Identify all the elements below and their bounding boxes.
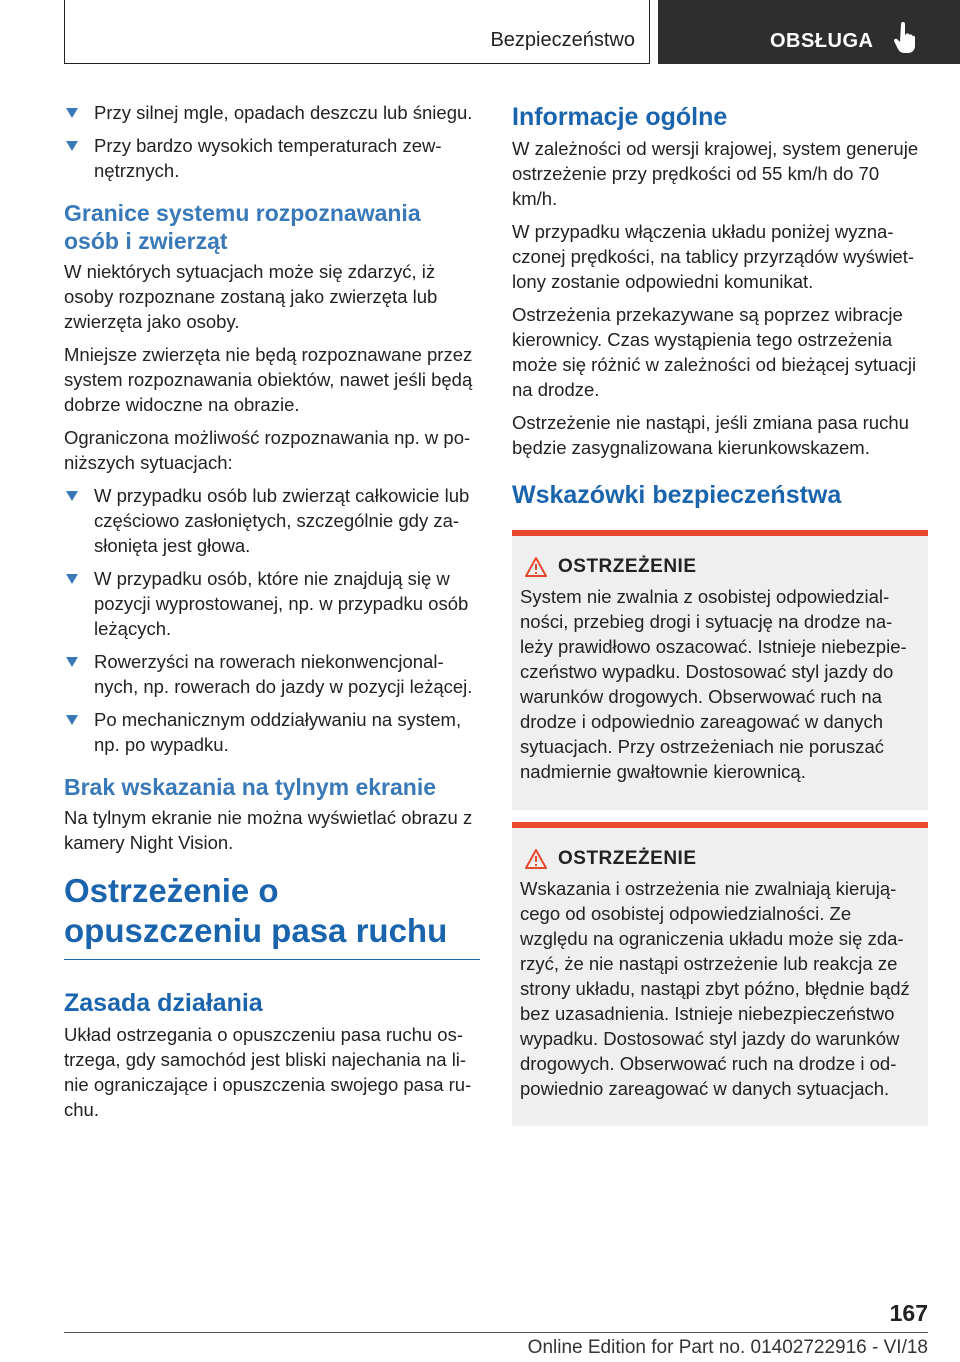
warning-triangle-icon [524,556,548,578]
list-item: W przypadku osób, które nie znajdują się w pozycji wyprostowanej, np. w przypadku osób leżących. [64,566,480,641]
page-header [64,0,960,64]
heading-principle: Zasada działania [64,989,263,1017]
list-item: Rowerzyści na rowerach niekonwencjonal-nych, np. rowerach do jazdy w pozycji leżącej. [64,649,480,699]
triangle-bullet-icon [66,715,78,725]
paragraph: Ograniczona możliwość rozpoznawania np. w po-niższych sytuacjach: [64,427,471,473]
heading-general-info: Informacje ogólne [512,103,728,131]
paragraph: Mniejsze zwierzęta nie będą rozpoznawane przez system rozpoznawania obiektów, nawet jeśli będą dobrze widoczne na obrazie. [64,344,473,415]
heading-safety-notes: Wskazówki bezpieczeństwa [512,481,842,509]
warning-text: System nie zwalnia z osobistej odpowiedzial-ności, przebieg drogi i sytuację na drodze na-leży prawidłowo oszacować. Istnieje niebezpie-czeństwo wypadku. Dostosować styl jazdy do warunków drogowych. Obserwować ruch na drodze i odpowiednio zareagować w danych sytuacjach. Przy ostrzeżeniach nie poruszać nadmiernie gwałtownie kierownicą. [520,586,907,782]
pointing-hand-icon [892,22,920,54]
warning-box [512,822,928,1126]
page-number: 167 [889,1300,928,1326]
triangle-bullet-icon [66,491,78,501]
footer-divider [64,1332,928,1333]
paragraph: Na tylnym ekranie nie można wyświetlać obrazu z kamery Night Vision. [64,807,473,853]
triangle-bullet-icon [66,141,78,151]
list-item: W przypadku osób lub zwierząt całkowicie lub częściowo zasłoniętych, szczególnie gdy za-słonięta jest głowa. [64,483,480,558]
warning-title: OSTRZEŻENIE [558,556,697,577]
edition-text: Online Edition for Part no. 01402722916 - VI/18 [527,1337,928,1358]
triangle-bullet-icon [66,574,78,584]
section-title: Bezpieczeństwo [490,29,635,51]
warning-box [512,530,928,810]
heading-system-limits: Granice systemu rozpoznawania osób i zwierząt [64,200,421,254]
paragraph: W niektórych sytuacjach może się zdarzyć, iż osoby rozpoznane zostaną jako zwierzęta lub zwierzęta jako osoby. [64,261,438,332]
right-column [512,102,928,514]
warning-triangle-icon [524,848,548,870]
list-item: Przy silnej mgle, opadach deszczu lub śniegu. [64,100,480,125]
warning-title: OSTRZEŻENIE [558,848,697,869]
paragraph: W przypadku włączenia układu poniżej wyzna-czonej prędkości, na tablicy przyrządów wyświet-lony zostanie odpowiedni komunikat. [512,221,915,292]
list-item: Przy bardzo wysokich temperaturach zew-nętrznych. [64,133,480,183]
heading-rear-screen: Brak wskazania na tylnym ekranie [64,774,437,800]
paragraph: Ostrzeżenia przekazywane są poprzez wibracje kierownicy. Czas wystąpienia tego ostrzeżenia może się różnić w zależności od bieżącej sytuacji na drodze. [512,304,917,400]
paragraph: Ostrzeżenie nie nastąpi, jeśli zmiana pasa ruchu będzie zasygnalizowana kierunkowskazem. [512,412,909,458]
chapter-tab [658,0,960,64]
paragraph: Układ ostrzegania o opuszczeniu pasa ruchu os-trzega, gdy samochód jest bliski najechania na li-nie ograniczające i opuszczenia swojego pasa ru-chu. [64,1024,472,1120]
paragraph: W zależności od wersji krajowej, system generuje ostrzeżenie przy prędkości od 55 km/h do 70 km/h. [512,138,919,209]
left-column [64,100,480,1130]
list-item: Po mechanicznym oddziaływaniu na system, np. po wypadku. [64,707,480,757]
chapter-title: OBSŁUGA [770,30,874,52]
section-tab [64,0,650,64]
heading-lane-departure: Ostrzeżenie o opuszczeniu pasa ruchu [64,871,480,960]
triangle-bullet-icon [66,657,78,667]
triangle-bullet-icon [66,108,78,118]
warning-text: Wskazania i ostrzeżenia nie zwalniają kierują-cego od osobistej odpowiedzialności. Ze względu na ograniczenia układu może się zda-rzyć, że nie nastąpi ostrzeżenie lub reakcja ze strony układu, nastąpi zbyt późno, błędnie bądź bez uzasadnienia. Istnieje niebezpieczeństwo wypadku. Dostosować styl jazdy do warunków drogowych. Obserwować ruch na drodze i od-powiednio zareagować w danych sytuacjach. [520,878,910,1099]
